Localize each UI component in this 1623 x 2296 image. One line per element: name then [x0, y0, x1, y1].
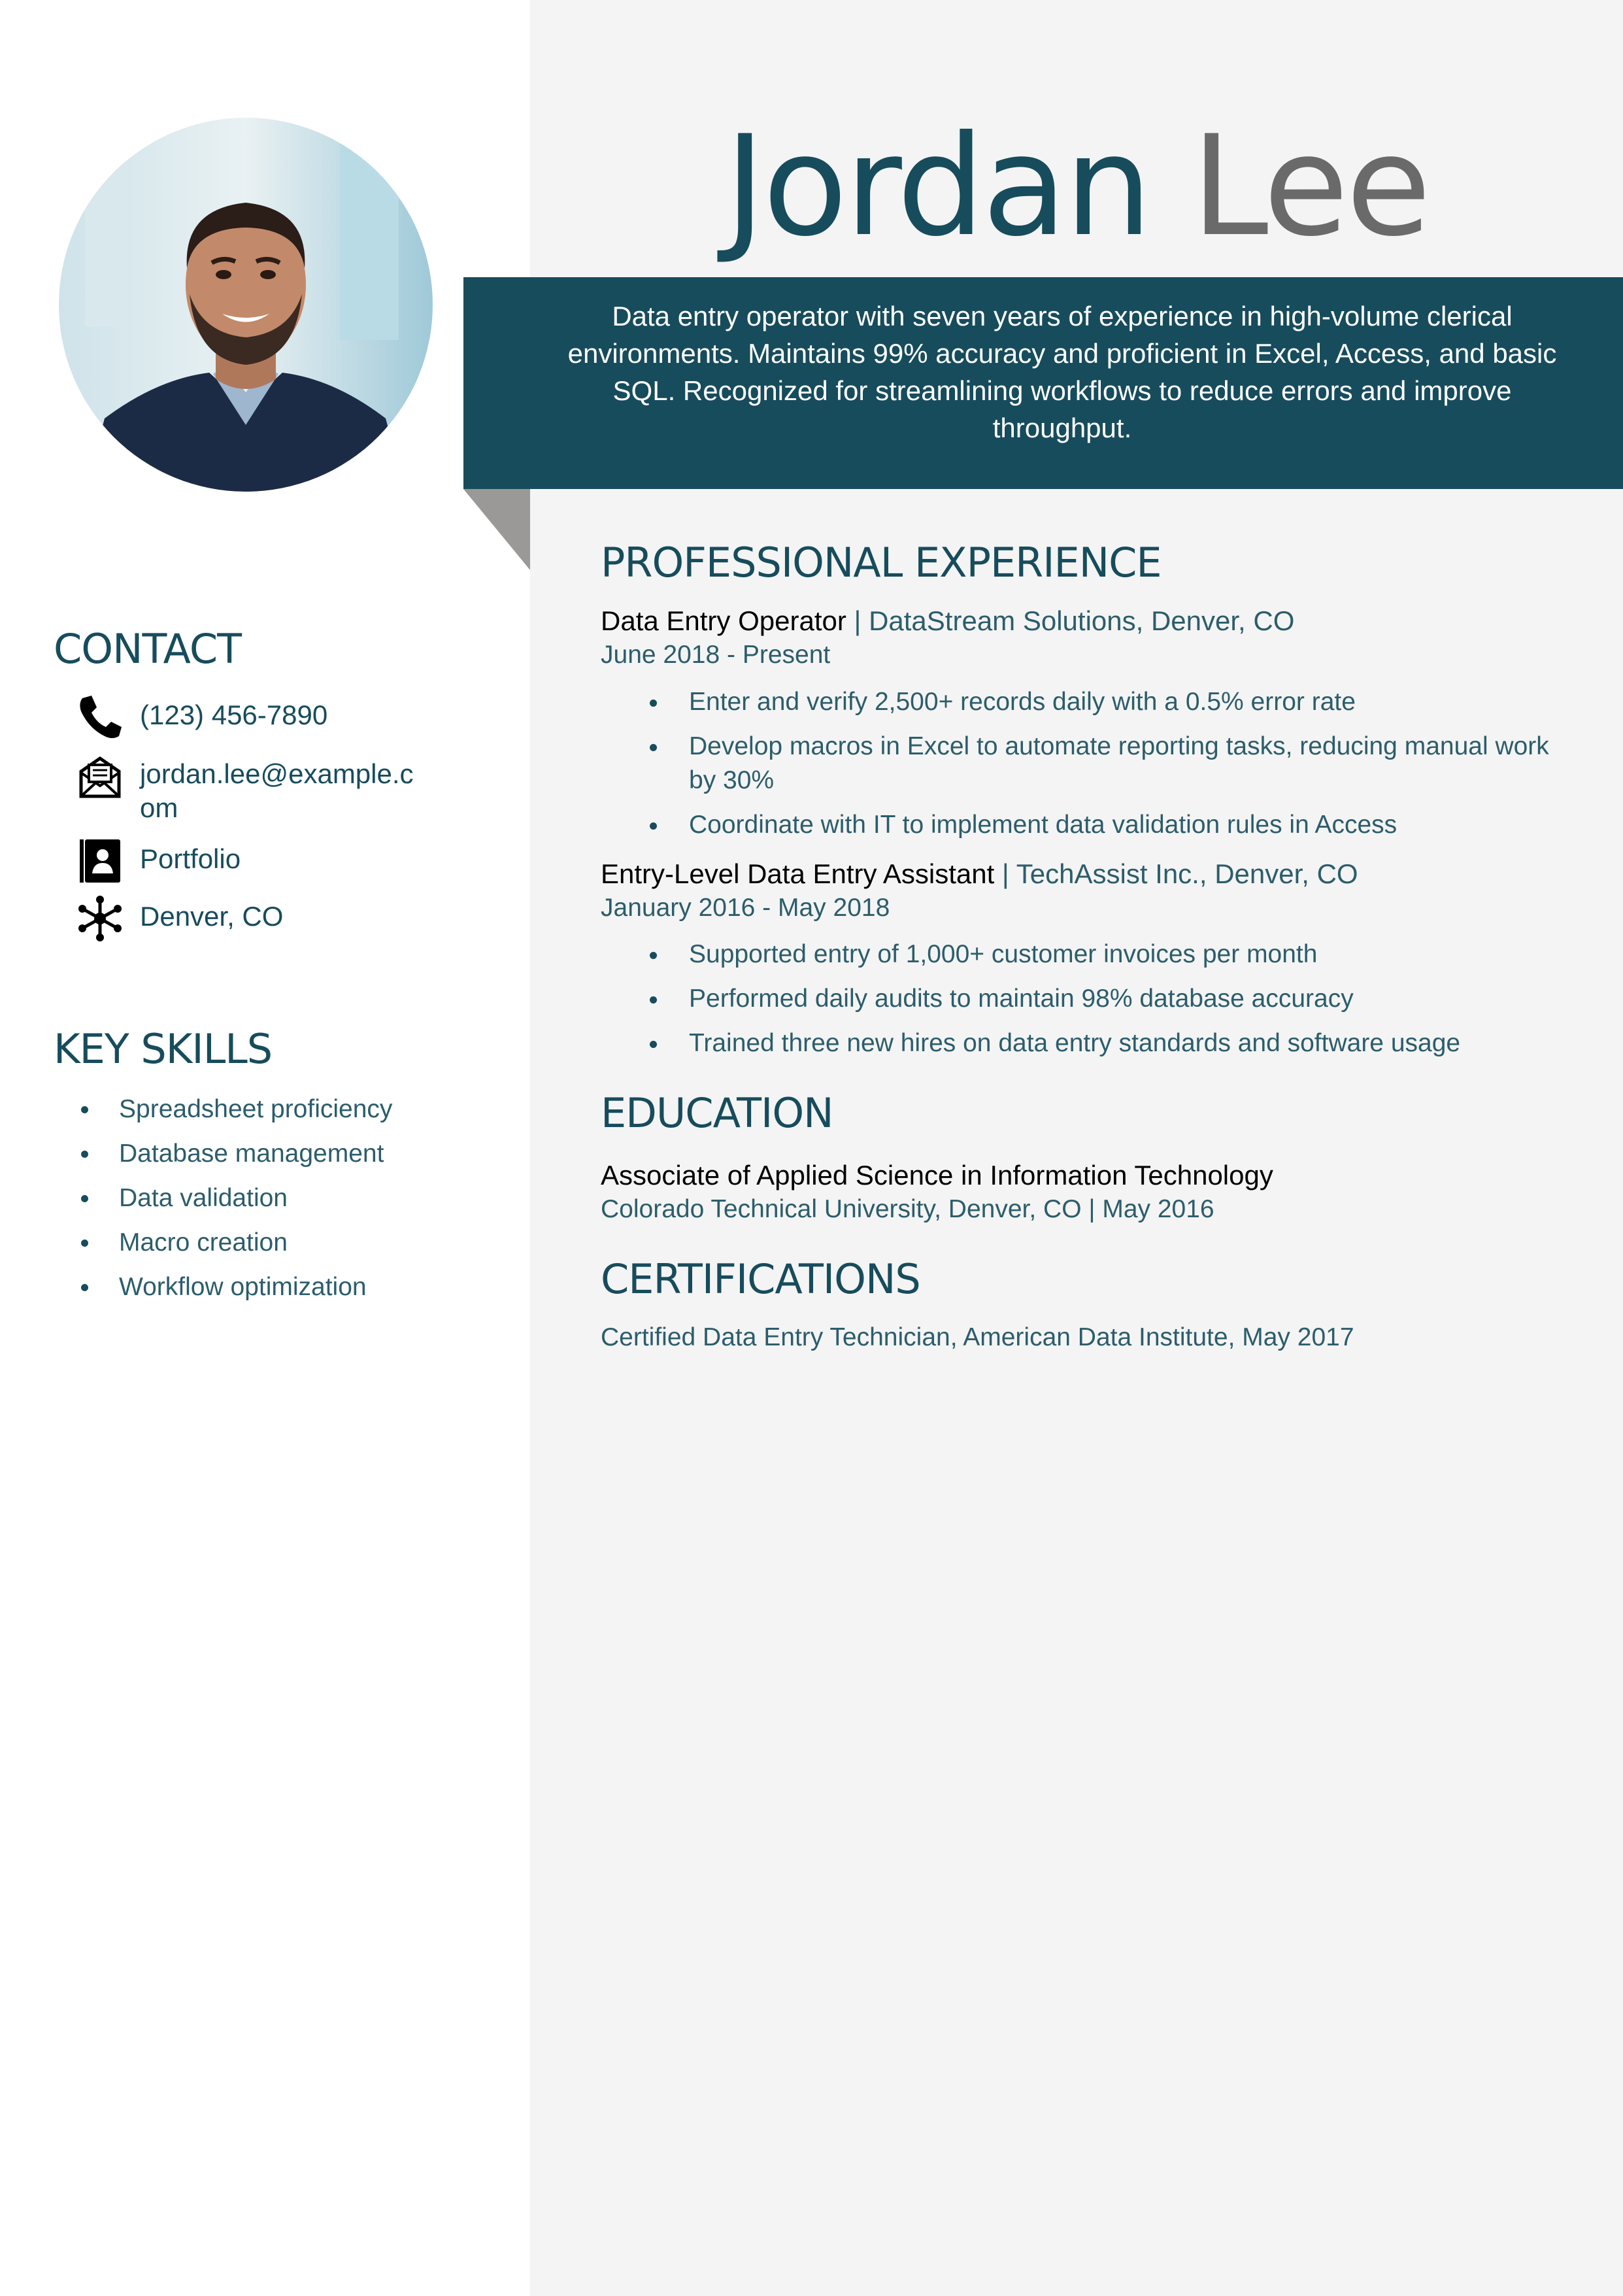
- education-degree: Associate of Applied Science in Information Technology: [601, 1160, 1273, 1190]
- professional-summary: Data entry operator with seven years of experience in high-volume clerical environments. Maintains 99% accuracy and proficient in Excel, Access, and basic SQL. Recognized for streamlining workflows to reduce errors and improve throughput.: [567, 301, 1557, 443]
- skill-item: Macro creation: [76, 1221, 392, 1265]
- education-heading: EDUCATION: [601, 1089, 833, 1137]
- contact-location: [76, 894, 442, 943]
- job-bullet: Develop macros in Excel to automate reporting tasks, reducing manual work by 30%: [647, 730, 1575, 798]
- job-bullet: Trained three new hires on data entry standards and software usage: [647, 1026, 1575, 1060]
- contact-portfolio: [76, 837, 442, 885]
- experience-heading: PROFESSIONAL EXPERIENCE: [601, 539, 1162, 586]
- job-1-title-line: [601, 604, 1294, 638]
- skill-item: Workflow optimization: [76, 1265, 392, 1309]
- contact-heading: CONTACT: [54, 625, 242, 673]
- network-icon: [76, 894, 124, 943]
- ribbon-fold: [463, 489, 530, 570]
- skill-item: Database management: [76, 1132, 392, 1176]
- contact-phone-text: (123) 456-7890: [140, 700, 328, 730]
- job-bullet: Performed daily audits to maintain 98% database accuracy: [647, 982, 1575, 1016]
- portfolio-icon: [76, 837, 124, 885]
- job-bullet: Coordinate with IT to implement data validation rules in Access: [647, 808, 1575, 842]
- key-skills-heading: KEY SKILLS: [54, 1025, 273, 1073]
- job-1-company: | DataStream Solutions, Denver, CO: [846, 605, 1295, 636]
- job-1-bullets: [647, 685, 1575, 853]
- contact-portfolio-text: Portfolio: [140, 843, 241, 874]
- envelope-icon: [76, 752, 124, 800]
- contact-phone: [76, 693, 442, 741]
- job-1-title: Data Entry Operator: [601, 605, 846, 636]
- skill-item: Spreadsheet proficiency: [76, 1087, 392, 1132]
- skills-list: [76, 1087, 392, 1309]
- last-name: Lee: [1191, 105, 1429, 267]
- job-2-dates: January 2016 - May 2018: [601, 894, 890, 922]
- job-2-title-line: [601, 857, 1358, 891]
- job-2-title: Entry-Level Data Entry Assistant: [601, 858, 995, 889]
- job-bullet: Supported entry of 1,000+ customer invoices per month: [647, 937, 1575, 971]
- job-bullet: Enter and verify 2,500+ records daily with a 0.5% error rate: [647, 685, 1575, 719]
- job-2-bullets: [647, 937, 1575, 1071]
- job-2-company: | TechAssist Inc., Denver, CO: [994, 858, 1358, 889]
- certifications-heading: CERTIFICATIONS: [601, 1255, 920, 1303]
- phone-icon: [76, 693, 124, 741]
- profile-photo: [59, 118, 433, 492]
- contact-location-text: Denver, CO: [140, 901, 284, 932]
- skill-item: Data validation: [76, 1176, 392, 1221]
- contact-email-text: jordan.lee@example.com: [140, 758, 414, 823]
- candidate-name: [530, 105, 1623, 267]
- first-name: Jordan: [724, 105, 1150, 267]
- contact-email: [76, 752, 442, 825]
- job-1-dates: June 2018 - Present: [601, 641, 831, 669]
- education-school: Colorado Technical University, Denver, CO | May 2016: [601, 1195, 1214, 1223]
- certification-item: Certified Data Entry Technician, American Data Institute, May 2017: [601, 1323, 1354, 1351]
